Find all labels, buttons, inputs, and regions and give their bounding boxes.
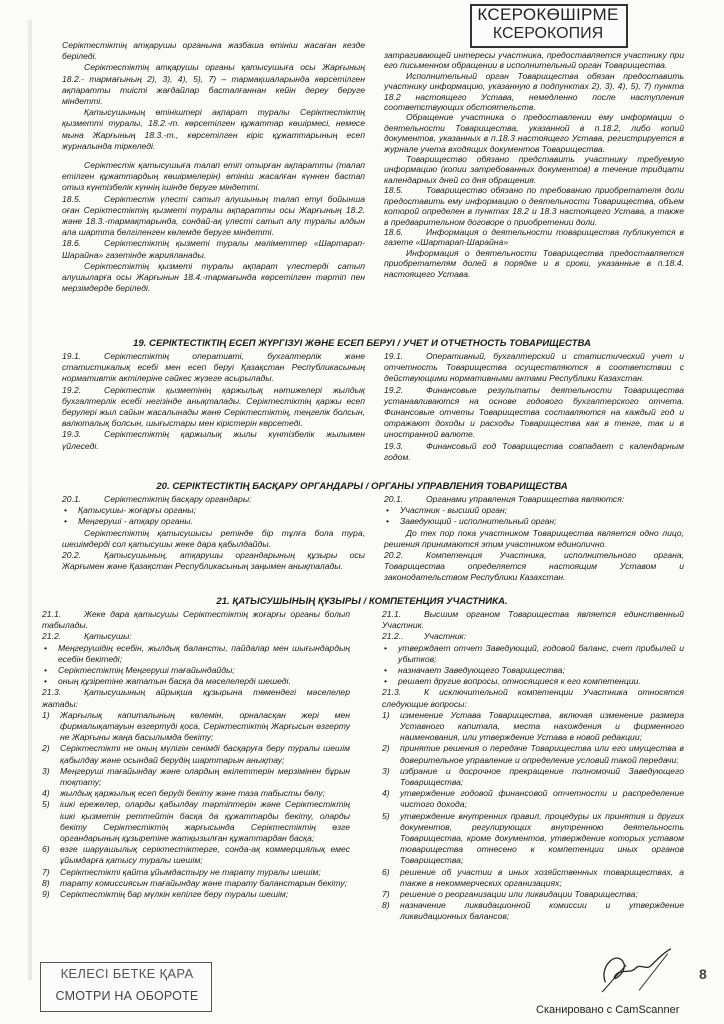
clause-19-1: 19.1. Оперативный, бухгалтерский и статистический учет и отчетность Товарищества осуществляются в соответствии с действующими нормативными актами Республики Казахстан. [384, 351, 684, 384]
list-item: • оның құзіретіне жататын басқа да мәселелерді шешеді. [42, 676, 350, 687]
list-item: • Қатысушы- жоғарғы органы; [62, 505, 365, 516]
list-item: • Серіктестіктің Меңгеруші тағайындайды; [42, 665, 350, 676]
section20-heading: 20. СЕРІКТЕСТІКТІҢ БАСҚАРУ ОРГАНДАРЫ / ОРГАНЫ УПРАВЛЕНИЯ ТОВАРИЩЕСТВА [156, 481, 568, 492]
paragraph: затрагивающей интересы участника, предоставляется участнику при его письменном обращении в исполнительный орган Товарищества. [384, 50, 684, 71]
clause-21-2: 21.2. Қатысушы: [42, 631, 132, 642]
section19-kk-column [62, 351, 365, 452]
list-item: • Меңгеруші - атқару органы. [62, 516, 365, 527]
item-number: 6) [42, 844, 50, 855]
clause-19-3: 19.3. Серіктестіктің қаржылық жылы күнтізбелік жылымен үйлеседі. [62, 429, 365, 451]
item-text: утверждение годовой финансовой отчетности и распределение чистого дохода; [400, 788, 684, 810]
camscanner-watermark: Сканировано с CamScanner [536, 1004, 680, 1016]
list-item [42, 844, 350, 866]
list-item: • решает другие вопросы, относящиеся к его компетенции. [382, 676, 684, 687]
item-text: решение о реорганизации или ликвидации Товарищества; [400, 889, 638, 900]
item-text: тарату комиссиясын тағайындау және тарату баланстарын бекіту; [60, 877, 348, 888]
list-item [42, 766, 350, 788]
item-number: 1) [42, 709, 50, 720]
item-text: решение об участии в иных хозяйственных товариществах, а также в некоммерческих организациях; [400, 866, 684, 888]
item-number: 2) [382, 743, 390, 754]
paragraph: Серіктестіктің қызметі туралы ақпарат үлестерді сатып алушыларға осы Жарғынын 18.4.-тармағында көрсетілген тәртіп пен мерзімдерде беріледі. [62, 260, 365, 294]
bullet-list [382, 643, 684, 688]
clause-21-3: 21.3. К исключительной компетенции Участника относятся следующие вопросы: [382, 687, 684, 709]
item-text: принятие решения о передаче Товарищества или его имущества в доверительное управление и определение условий такой передачи; [400, 743, 684, 765]
paragraph: Серіктестік қатысушыға талап етіп отырған ақпаратты (талап етілген құжаттардың көшірмелерін) өтініш жасалған күннен бастап отыз күнтізбелік күннің ішінде беруге міндетті. [62, 160, 365, 193]
item-text: изменение Устава Товарищества, включая изменение размера Уставного капитала, места нахождения и фирменного наименования, или утверждение Устава в новой редакции; [400, 709, 684, 743]
list-item: • Участник - высший орган; [384, 505, 684, 516]
clause-21-3: 21.3. Қатысушының айрықша құзырына төмендегі мәселелер жатады: [42, 687, 350, 709]
section19-ru-column [384, 351, 684, 463]
list-item [382, 889, 684, 900]
overleaf-stamp-ru: СМОТРИ НА ОБОРОТЕ [55, 989, 199, 1003]
clause-21-1: 21.1. Жеке дара қатысушы Серіктестіктің жоғарғы органы болып табылады. [42, 609, 350, 631]
clause-18-6: 18.6. Серіктестіктің қызметі туралы мәліметтер «Шартарап-Шарайна» газетінде жарияланады. [62, 238, 365, 260]
list-item: • Заведующий - исполнительный орган; [384, 516, 684, 527]
item-text: Серіктестікті не оның мүлігін сенімді басқаруға беру туралы шешім қабылдау және осындай берудің шарттарын анықтау; [60, 743, 350, 765]
paragraph: Серіктестіктің атқарушы органы қатысушыға осы Жарғының 18.2.- тармағының 2), 3), 4), 5), 7) – тармақшаларында көрсетілген ақпаратты тиісті жағдайлар басталғаннан кейін дереу беруге міндетті. [62, 62, 365, 107]
item-number: 8) [42, 877, 50, 888]
numbered-list [42, 710, 350, 900]
item-text: жылдық қаржылық есеп беруді бекіту және таза табысты бөлу; [60, 788, 326, 799]
clause-19-3: 19.3. Финансовый год Товарищества совпадает с календарным годом. [384, 440, 684, 462]
paragraph: До тех пор пока участником Товарищества является одно лицо, решения принимаются этим участником единолично. [384, 527, 684, 549]
item-text: избрание и досрочное прекращение полномочий Заведующего Товарищества; [400, 765, 684, 788]
section21-kk-column [42, 609, 350, 900]
item-number: 4) [42, 788, 50, 799]
section19-heading: 19. СЕРІКТЕСТІКТІҢ ЕСЕП ЖҮРГІЗУІ ЖӘНЕ ЕСЕП БЕРУІ / УЧЕТ И ОТЧЕТНОСТЬ ТОВАРИЩЕСТВА [133, 338, 591, 349]
paragraph: Қатысушының өтініштері ақпарат туралы Серіктестіктің қызметті туралы, 18.2.-т. көрсетілген құжаттар көшірмесі, немесе мына Жарғының 18.3.-т., көрсетілген кіріс құжаттарының есеп журналында тіркеледі. [62, 107, 365, 151]
clause-21-1: 21.1. Высшим органом Товарищества является единственный Участник. [382, 609, 684, 631]
page-mark: 8 [699, 966, 707, 982]
list-item: • назначает Заведующего Товарищества; [382, 665, 684, 676]
clause-21-2: 21.2.. Участник: [382, 631, 467, 642]
section20-kk-column [62, 494, 365, 572]
clause-20-2: 20.2. Компетенция Участника, исполнительного органа, Товарищества определяется настоящим Уставом и законодательством Республики Казахстан. [384, 550, 684, 583]
item-text: Жарғылық капиталының көлемін, орналасқан жері мен фирмалықатауын өзгертуді қоса, Серіктестіктің Жарғысын өзгерту не Жарғыны жаңа басылымда бекіту; [60, 709, 350, 743]
item-number: 7) [382, 889, 390, 900]
list-item: • Меңгерушідің есебін, жылдық балансты, пайдалар мен шығындардың есебін бекітеді; [42, 643, 350, 665]
item-text: Серіктестікті қайта ұйымдастыру не тарату туралы шешім; [60, 866, 321, 877]
overleaf-stamp-kk: КЕЛЕСІ БЕТКЕ ҚАРА [60, 966, 194, 981]
item-text: утверждение внутренних правил, процедуры их принятия и других документов, регулирующих внутреннюю деятельность Товарищества, кроме документов, утверждение которых уставом товарищества отнесено к компетенции иных органов Товарищества; [400, 810, 684, 866]
xerox-stamp-kk: КСЕРОКӨШІРМЕ [477, 5, 619, 24]
scan-edge-shadow [28, 20, 32, 980]
list-item [382, 710, 684, 744]
item-number: 2) [42, 743, 50, 754]
paragraph: Товарищество обязано представить участнику требуемую информацию (копии затребованных документов) в течение тридцати календарных дней со дня обращения. [384, 154, 684, 185]
item-text: назначение ликвидационной комиссии и утверждение ликвидационных балансов; [400, 900, 684, 922]
clause-18-5: 18.5. Серіктестік үлесті сатып алушының талап етуі бойынша оған Серіктестіктің қызметі туралы ақпаратты осы Жарғының 18.2. және 18.3.-тармақтарында, сондай-ақ үлесті сатып алу туралы алдын ала шартта белгіленген көлемде беруге міндетті. [62, 193, 365, 238]
item-number: 7) [42, 866, 50, 877]
item-number: 9) [42, 889, 50, 900]
item-number: 3) [382, 765, 390, 776]
item-number: 1) [382, 709, 390, 720]
clause-18-6: 18.6. Информация о деятельности товарищества публикуется в газете «Шартарап-Шарайна» [384, 226, 684, 248]
signature-icon [580, 944, 690, 1000]
list-item [382, 867, 684, 889]
clause-20-1: 20.1. Серіктестіктің басқару органдары: [62, 494, 252, 504]
item-number: 4) [382, 788, 390, 799]
section20-ru-column [384, 494, 684, 584]
clause-20-1: 20.1. Органами управления Товарищества являются: [384, 494, 625, 504]
clause-19-2: 19.2. Серіктестік қызметінің қаржылық нәтижелері жылдық бухгалтерлік есебі негізінде анықталады. Серіктестіктің қаржы есеп берулері жыл сайын жасалынады және Серіктестіктің, теңгелік болсын, валюталық болсын, шығыстары мен кірістерін көрсетеді. [62, 384, 365, 429]
list-item [42, 878, 350, 889]
bullet-list [62, 505, 365, 527]
item-text: Меңгеруші тағайындау және олардың өкілеттерін мерзімінен бұрын тоқтату; [60, 765, 350, 788]
item-number: 3) [42, 765, 50, 776]
item-text: өзге шаруашылық серіктестіктерге, сонда-ақ коммерциялық емес ұйымдарға қатысу туралы шешім; [60, 844, 350, 866]
section18-ru-column [384, 50, 684, 279]
numbered-list [382, 710, 684, 923]
clause-19-1: 19.1. Серіктестіктің оперативті, бухгалтерлік және статистикалық есебі мен есеп беруі Қазақстан Республикасының нормативтік актілеріне сәйкес жүзеге асырылады. [62, 351, 365, 384]
list-item [42, 710, 350, 744]
paragraph: Серіктестіктің қатысушысы ретінде бір тұлға бола тура, шешімдерді сол қатысушы жеке дара қабылдайды. [62, 527, 365, 549]
list-item [382, 788, 684, 810]
section18-kk-column [62, 40, 365, 294]
item-text: Серіктестіктің бар мүлкін кепілге беру туралы шешім; [60, 889, 289, 900]
item-text: ішкі ережелер, оларды қабылдау тәртіптерін және Серіктестіктің ішкі қызметін реттейтін басқа да құжаттарды бекіту, оларды бекіту Серіктестіктің жарғысында Серіктестіктің өзге органдарының құзыретіне жатқызылған құжаттардан басқа; [60, 799, 350, 844]
list-item [382, 766, 684, 788]
list-item [42, 799, 350, 844]
item-number: 8) [382, 900, 390, 911]
list-item: • утверждает отчет Заведующий, годовой баланс, счет прибылей и убытков; [382, 643, 684, 665]
clause-18-5: 18.5. Товарищество обязано по требованию приобретателя доли предоставить ему информацию о деятельности Товарищества, объем которой определен в пунктах 18.2 и 18.3 настоящего Устава, а также в предварительном договоре о приобретении доли. [384, 185, 684, 227]
list-item [42, 889, 350, 900]
list-item [382, 811, 684, 867]
item-number: 6) [382, 866, 390, 877]
section21-ru-column [382, 609, 684, 923]
list-item [382, 743, 684, 765]
xerox-stamp-ru: КСЕРОКОПИЯ [492, 25, 604, 42]
list-item [42, 743, 350, 765]
clause-20-2: 20.2. Қатысушының, атқарушы органдарының құзыры осы Жарғымен және Қазақстан Республикасының заңымен анықталады. [62, 550, 365, 572]
paragraph: Обращение участника о предоставлении ему информации о деятельности Товарищества, указанной в п.18.2, либо копий документов, указанных в п.18.3 настоящего Устава, регистрируется в журнале учета входящих документов Товарищества. [384, 112, 684, 154]
paragraph: Информация о деятельности Товарищества предоставляется приобретателям долей в порядке и в сроки, указанные в п.18.4. настоящего Устава. [384, 247, 684, 279]
list-item [42, 867, 350, 878]
section21-heading: 21. ҚАТЫСУШЫНЫҢ ҚҰЗЫРЫ / КОМПЕТЕНЦИЯ УЧАСТНИКА. [216, 596, 508, 607]
bullet-list [384, 505, 684, 527]
item-number: 5) [42, 799, 50, 810]
bullet-list [42, 643, 350, 688]
item-number: 5) [382, 810, 390, 821]
list-item [42, 788, 350, 799]
paragraph: Серіктестіктің атқарушы органына жазбаша өтініш жасаған кезде беріледі. [62, 40, 365, 62]
clause-19-2: 19.2. Финансовые результаты деятельности Товарищества устанавливаются на основе годового бухгалтерского отчета. Финансовые отчеты Товарищества составляются на каждый год и отражают доходы и расходы Товарищества как в тенге, так и в иностранной валюте. [384, 384, 684, 440]
paragraph: Исполнительный орган Товарищества обязан предоставить участнику информацию, указанную в подпунктах 2), 3), 4), 5), 7) пункта 18.2 настоящего Устава, немедленно после наступления соответствующих обстоятельств. [384, 70, 684, 113]
list-item [382, 900, 684, 922]
